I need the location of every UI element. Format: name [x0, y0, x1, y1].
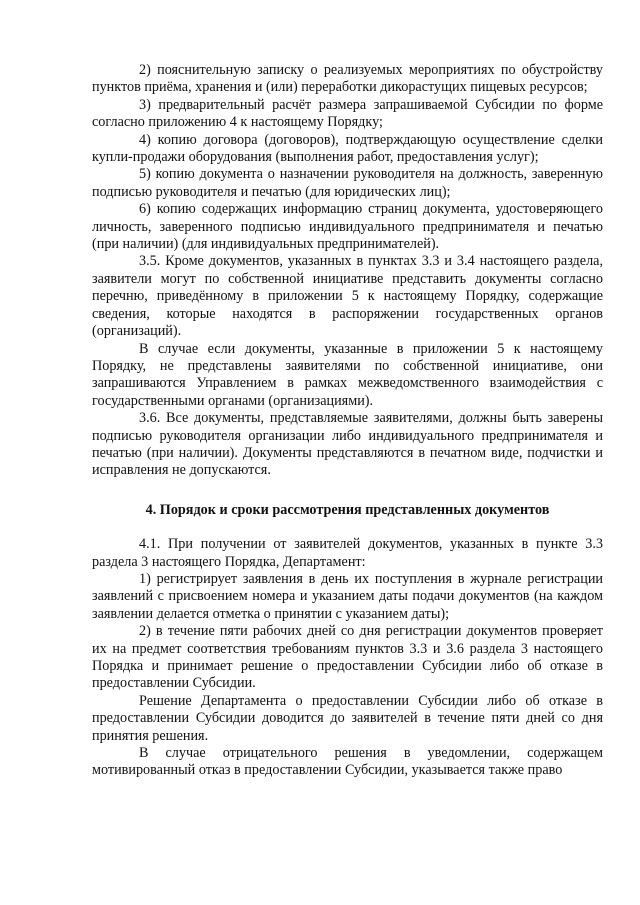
- list-item-identity-document: 6) копию содержащих информацию страниц документа, удостоверяющего личность, заверенного подписью индивидуального предпринимателя и печатью (при наличии) (для индивидуальных предпринимателей).: [92, 201, 603, 253]
- list-item-appointment-document: 5) копию документа о назначении руководителя на должность, заверенную подписью руководителя и печатью (для юридических лиц);: [92, 166, 603, 200]
- list-item-verification: 2) в течение пяти рабочих дней со дня регистрации документов проверяет их на предмет соответствия требованиям пунктов 3.3 и 3.6 раздела 3 настоящего Порядка и принимает решение о предоставлении Субсидии либо об отказе в предоставлении Субсидии.: [92, 623, 603, 692]
- paragraph-decision-notice: Решение Департамента о предоставлении Субсидии либо об отказе в предоставлении Субсидии доводится до заявителей в течение пяти дней со дня принятия решения.: [92, 692, 603, 744]
- list-item-explanatory-note: 2) пояснительную записку о реализуемых мероприятиях по обустройству пунктов приёма, хранения и (или) переработки дикорастущих пищевых ресурсов;: [92, 62, 603, 96]
- paragraph-refusal-notice: В случае отрицательного решения в уведомлении, содержащем мотивированный отказ в предоставлении Субсидии, указывается также право: [92, 745, 603, 779]
- section-heading: 4. Порядок и сроки рассмотрения представленных документов: [145, 501, 550, 518]
- list-item-preliminary-calculation: 3) предварительный расчёт размера запрашиваемой Субсидии по форме согласно приложению 4 к настоящему Порядку;: [92, 96, 603, 131]
- list-item-registration: 1) регистрирует заявления в день их поступления в журнале регистрации заявлений с присвоением номера и указанием даты подачи документов (на каждом заявлении делается отметка о принятии с указанием даты);: [92, 570, 603, 622]
- paragraph-4-1: 4.1. При получении от заявителей документов, указанных в пункте 3.3 раздела 3 настоящего Порядка, Департамент:: [92, 536, 603, 570]
- paragraph-interagency-request: В случае если документы, указанные в приложении 5 к настоящему Порядку, не представлены заявителями по собственной инициативе, они запрашиваются Управлением в рамках межведомственного взаимодействия с государственными органами (организациями).: [92, 340, 603, 409]
- paragraph-3-5: 3.5. Кроме документов, указанных в пунктах 3.3 и 3.4 настоящего раздела, заявители могут по собственной инициативе представить документы согласно перечню, приведённому в приложении 5 к настоящему Порядку, содержащие сведения, которые находятся в распоряжении государственных органов (организаций).: [92, 253, 603, 340]
- list-item-contract-copy: 4) копию договора (договоров), подтверждающую осуществление сделки купли-продажи оборудования (выполнения работ, предоставления услуг);: [92, 131, 603, 166]
- paragraph-3-6: 3.6. Все документы, представляемые заявителями, должны быть заверены подписью руководителя организации либо индивидуального предпринимателя и печатью (при наличии). Документы представляются в печатном виде, подчистки и исправления не допускаются.: [92, 410, 603, 479]
